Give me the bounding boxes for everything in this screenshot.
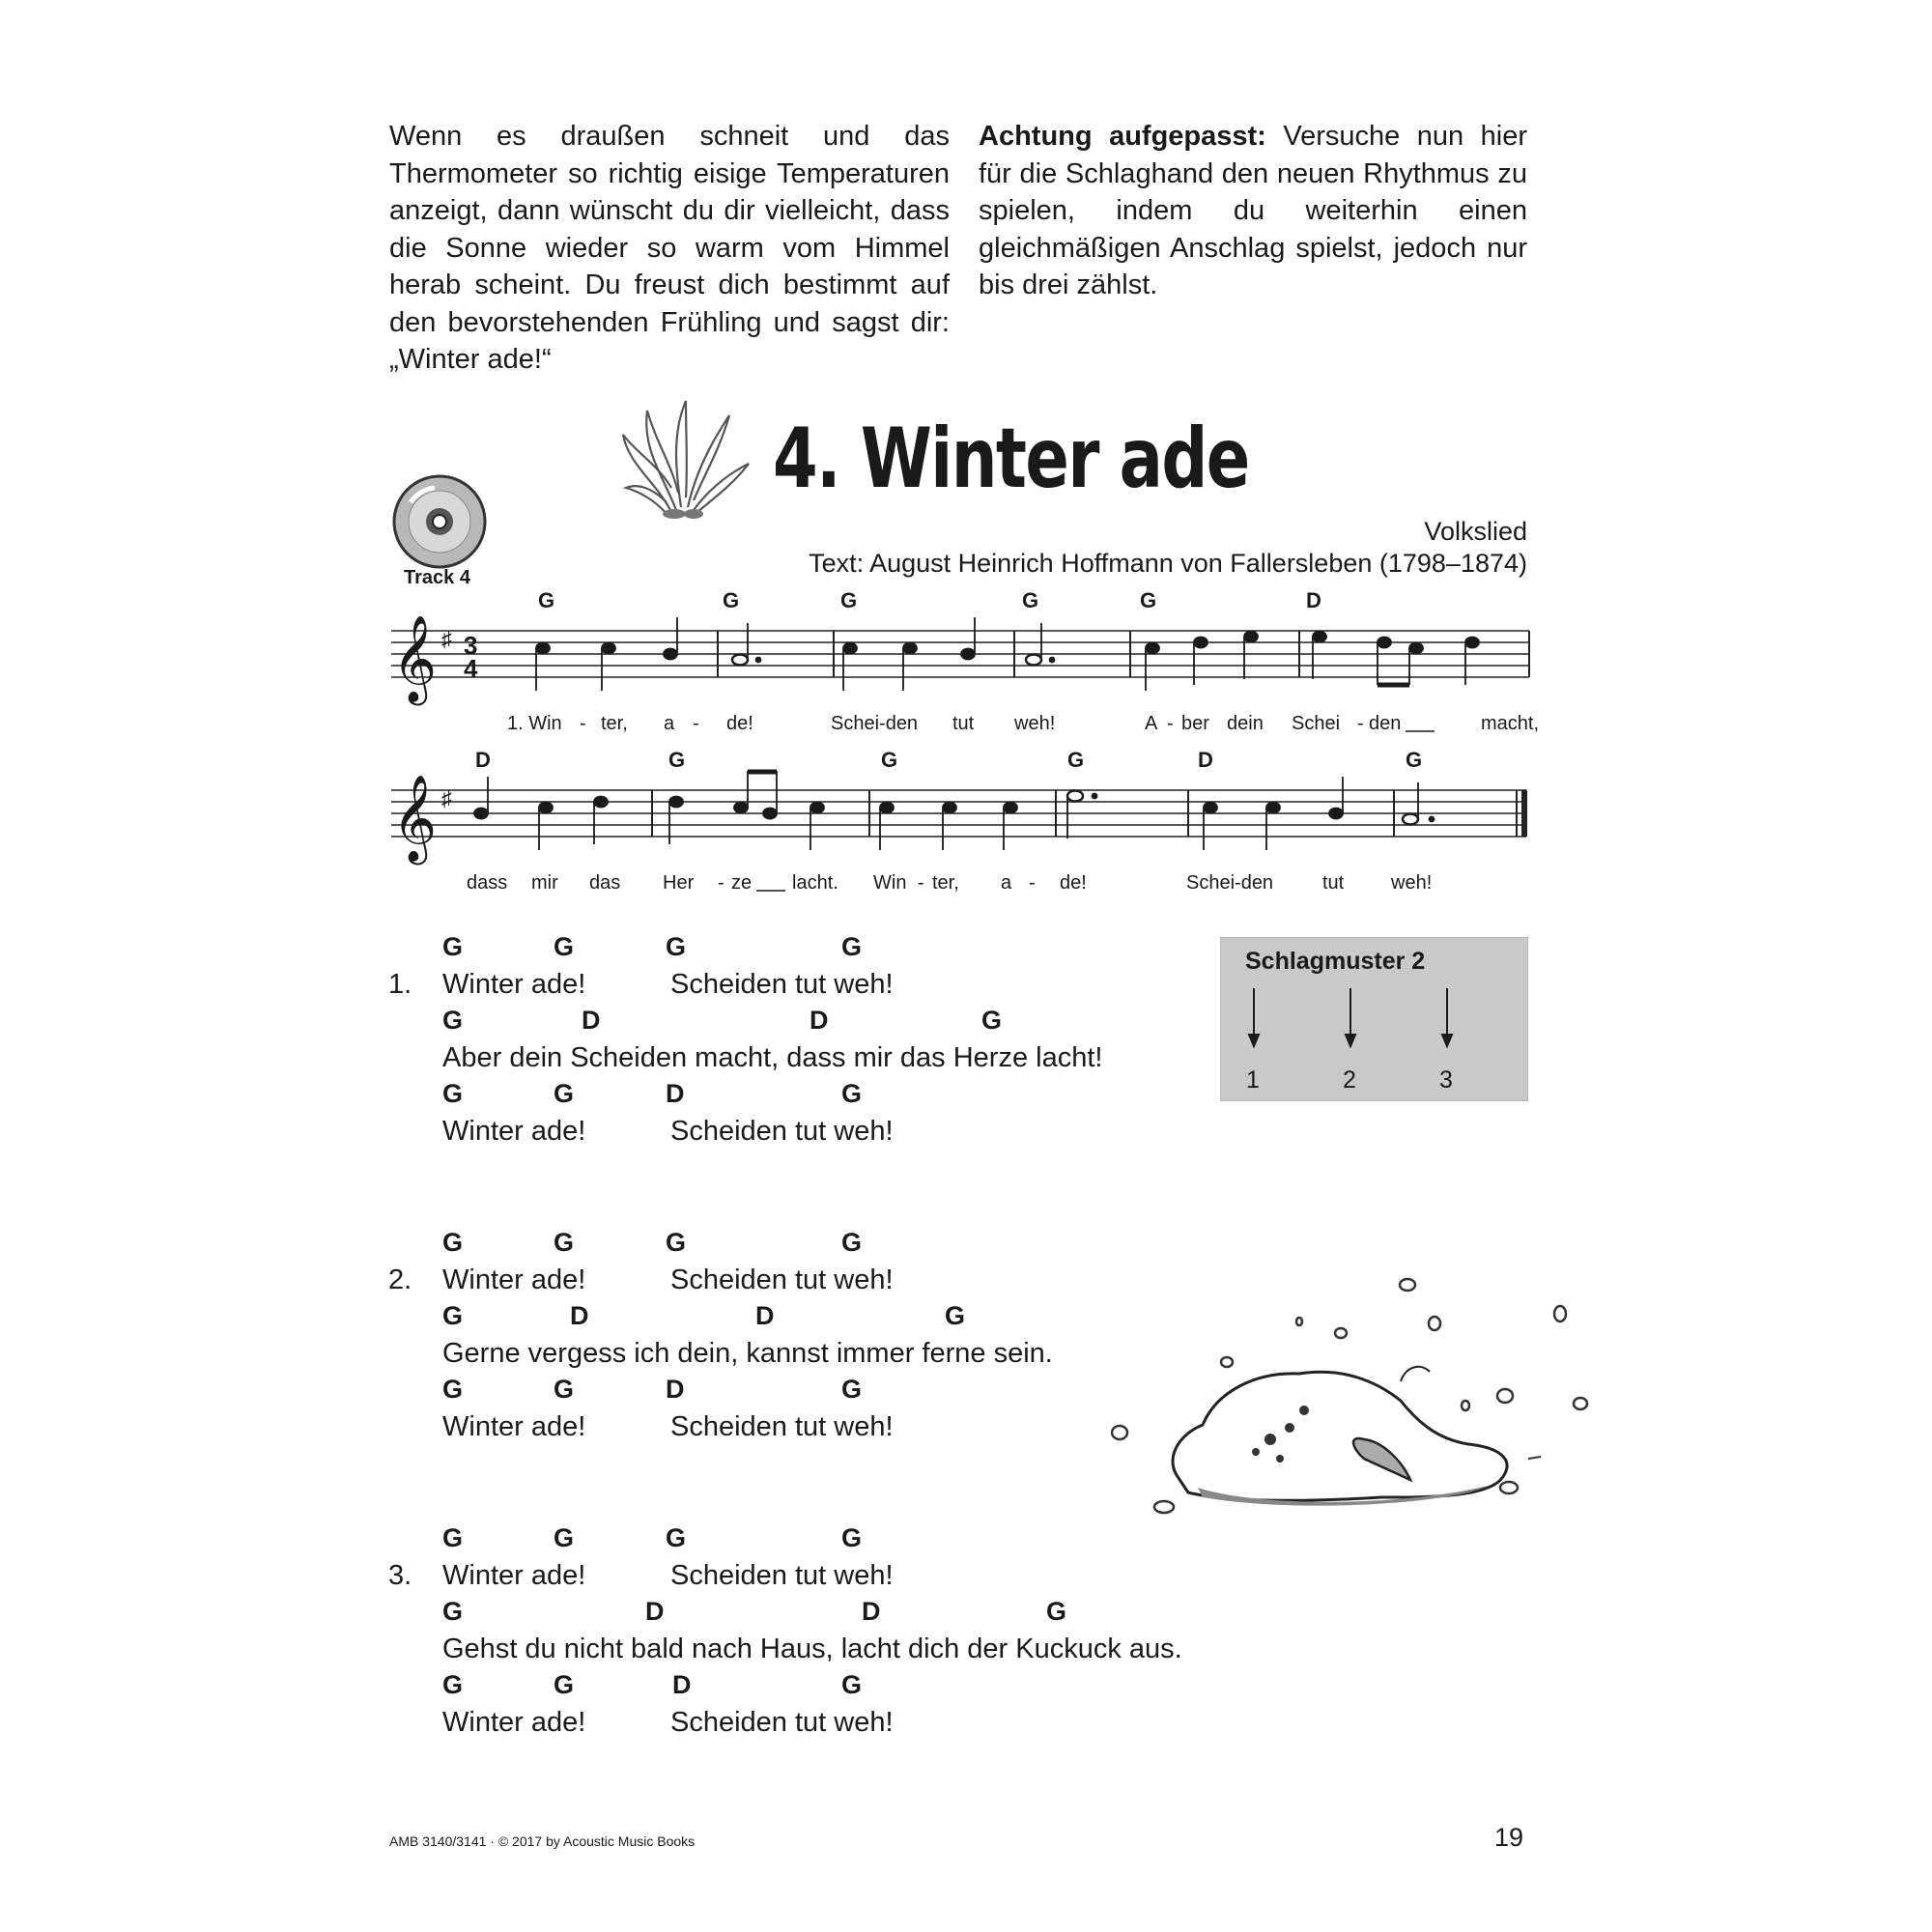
chord: G xyxy=(723,588,740,612)
strum-pattern-box xyxy=(1220,937,1528,1101)
svg-text:G: G xyxy=(668,748,686,772)
svg-text:mir: mir xyxy=(531,872,558,894)
svg-text:weh!: weh! xyxy=(1391,872,1433,894)
chord: G xyxy=(840,588,858,612)
svg-text:macht,: macht, xyxy=(1481,713,1540,734)
svg-text:1. Win: 1. Win xyxy=(507,713,562,734)
down-arrow-icon xyxy=(1346,1035,1355,1046)
staff-line-1 xyxy=(386,584,1546,739)
svg-text:ze: ze xyxy=(731,872,753,894)
verse-number: 3. xyxy=(388,1560,412,1591)
track-label: Track 4 xyxy=(404,567,470,588)
svg-text:-: - xyxy=(1357,713,1364,734)
staff1-lines xyxy=(391,631,1529,677)
svg-text:Schei-den: Schei-den xyxy=(1186,872,1274,894)
footer-copyright: AMB 3140/3141 · © 2017 by Acoustic Music Books xyxy=(389,1833,696,1849)
page-number: 19 xyxy=(1494,1823,1524,1852)
svg-text:D: D xyxy=(475,748,491,772)
staff-line-2 xyxy=(386,744,1546,898)
down-arrow-icon xyxy=(1442,1035,1452,1046)
svg-text:tut: tut xyxy=(952,713,975,734)
svg-text:Her: Her xyxy=(663,872,695,894)
text-credit: Text: August Heinrich Hoffmann von Fallersleben (1798–1874) xyxy=(809,549,1527,578)
svg-text:-: - xyxy=(580,713,586,734)
melting-snowman-illustration xyxy=(1111,1265,1594,1536)
cd-icon xyxy=(391,473,488,570)
strum-arrows xyxy=(1221,984,1527,1048)
svg-text:Schei-den: Schei-den xyxy=(831,713,919,734)
svg-text:ter,: ter, xyxy=(601,713,628,734)
svg-text:-: - xyxy=(718,872,724,894)
staff2-notes xyxy=(474,771,1435,850)
chord: G xyxy=(538,588,555,612)
svg-text:de!: de! xyxy=(1060,872,1087,894)
staff2-lines xyxy=(391,790,1526,837)
intro-right-bold: Achtung aufgepasst: xyxy=(979,121,1266,152)
svg-text:dass: dass xyxy=(467,872,508,894)
intro-right-text: Versuche nun hier für die Schlaghand den neuen Rhythmus zu spielen, indem du weiterhin einen gleichmäßigen Anschlag spielst, jedoch nur bis drei zählst. xyxy=(979,121,1527,300)
down-arrow-icon xyxy=(1249,1035,1259,1046)
svg-text:D: D xyxy=(1198,748,1213,772)
time-sig-bottom: 4 xyxy=(464,654,478,683)
verse-number: 2. xyxy=(388,1264,412,1295)
svg-text:dein: dein xyxy=(1227,713,1264,734)
staff2-chords xyxy=(475,748,1422,772)
svg-text:tut: tut xyxy=(1322,872,1345,894)
svg-text:A: A xyxy=(1145,713,1158,734)
beat-1: 1 xyxy=(1246,1066,1260,1094)
chord: G xyxy=(1140,588,1157,612)
svg-text:ber: ber xyxy=(1181,713,1209,734)
svg-text:das: das xyxy=(589,872,621,894)
staff2-lyrics xyxy=(467,872,1432,894)
svg-text:den: den xyxy=(1369,713,1402,734)
intro-right-paragraph xyxy=(979,118,1527,304)
svg-text:G: G xyxy=(881,748,898,772)
svg-text:-: - xyxy=(1029,872,1036,894)
svg-text:de!: de! xyxy=(726,713,753,734)
snow-flake-illustration xyxy=(618,396,753,522)
svg-text:a: a xyxy=(664,713,675,734)
chord: D xyxy=(1306,588,1321,612)
chord: G xyxy=(1022,588,1039,612)
key-sharp: ♯ xyxy=(441,627,452,651)
beat-2: 2 xyxy=(1343,1066,1356,1094)
verse-number: 1. xyxy=(388,969,412,1000)
svg-text:-: - xyxy=(693,713,699,734)
svg-text:G: G xyxy=(1067,748,1085,772)
svg-text:a: a xyxy=(1001,872,1012,894)
key-sharp-2: ♯ xyxy=(441,786,452,810)
treble-clef-2: 𝄞 xyxy=(392,775,438,860)
intro-left-paragraph: Wenn es draußen schneit und das Thermometer so richtig eisige Temperaturen anzeigt, dann wünscht du dir vielleicht, dass die Sonne wieder so warm vom Himmel herab scheint. Du freust dich bestimmt auf den bevorstehenden Frühling und sagst dir: „Winter ade!“ xyxy=(389,121,950,375)
staff1-lyrics xyxy=(507,713,1539,734)
treble-clef: 𝄞 xyxy=(392,615,438,700)
time-sig-top: 3 xyxy=(464,631,478,660)
svg-text:weh!: weh! xyxy=(1014,713,1056,734)
strum-pattern-title: Schlagmuster 2 xyxy=(1245,948,1426,975)
svg-text:-: - xyxy=(1167,713,1174,734)
svg-text:lacht.: lacht. xyxy=(792,872,838,894)
origin-label: Volkslied xyxy=(1424,517,1527,546)
svg-text:-: - xyxy=(918,872,924,894)
svg-text:G: G xyxy=(1406,748,1423,772)
song-title: 4. Winter ade xyxy=(773,411,1249,507)
svg-text:Schei: Schei xyxy=(1292,713,1341,734)
svg-text:ter,: ter, xyxy=(932,872,959,894)
beat-3: 3 xyxy=(1439,1066,1453,1094)
staff1-chords xyxy=(538,588,1321,612)
svg-text:Win: Win xyxy=(873,872,907,894)
